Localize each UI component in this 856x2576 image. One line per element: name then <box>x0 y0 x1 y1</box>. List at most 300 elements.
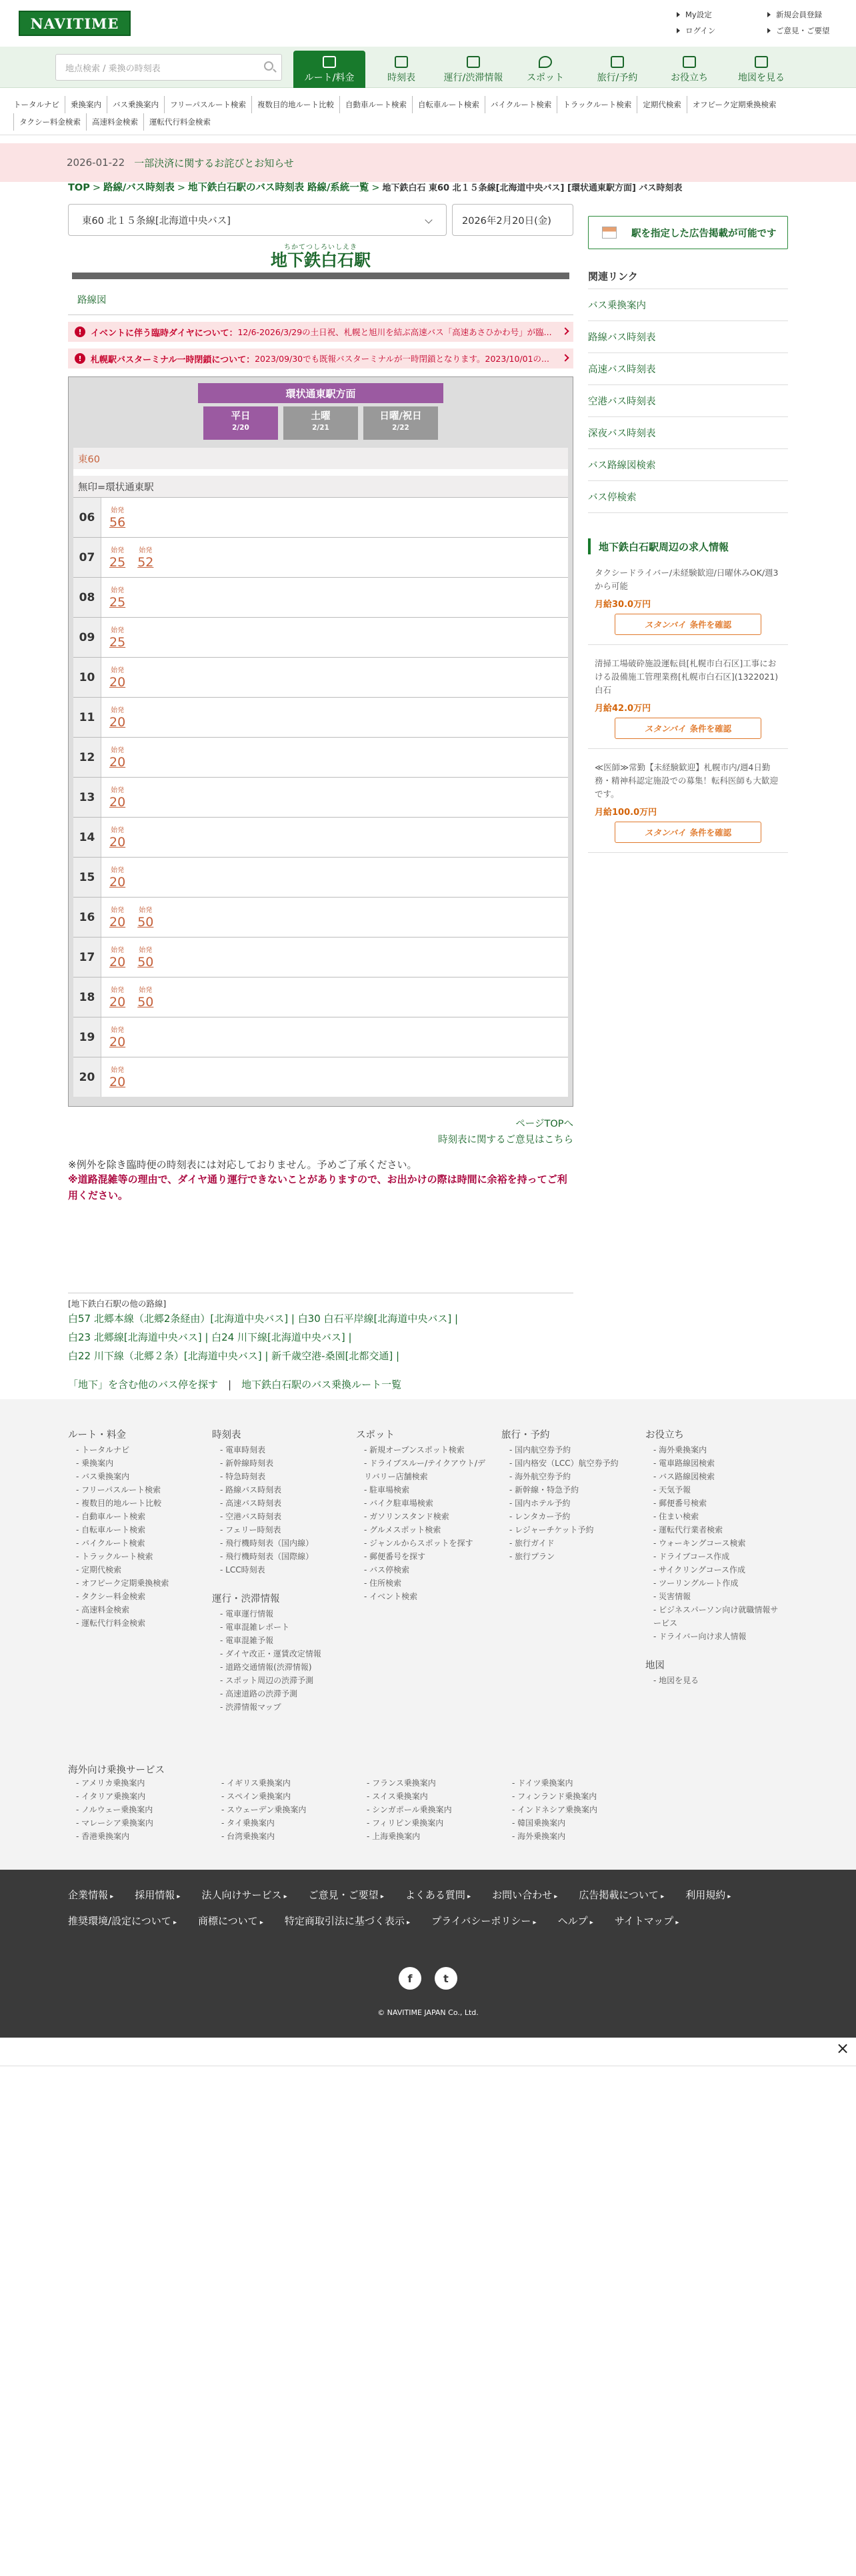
footer-nav <box>68 1883 801 1935</box>
footer-nav-link[interactable]: 商標について ▸ <box>198 1909 263 1935</box>
sublink[interactable]: 高速料金検索 <box>86 113 143 131</box>
alert-title: イベントに伴う臨時ダイヤについて： <box>91 328 238 338</box>
minute-value: 50 <box>137 995 154 1009</box>
footer-link[interactable]: - ガソリンスタンド検索 <box>356 1510 489 1523</box>
job-button-label: 条件を確認 <box>689 828 732 838</box>
related-link[interactable]: バス路線図検索 <box>588 449 788 481</box>
footer-link[interactable]: - 高速道路の渋滞予測 <box>212 1687 345 1700</box>
departure-time[interactable] <box>109 907 125 937</box>
footer-link[interactable]: - 駐車場検索 <box>356 1483 489 1497</box>
minutes <box>101 938 153 977</box>
footer-link[interactable]: - ジャンルからスポットを探す <box>356 1537 489 1550</box>
hour-label: 10 <box>73 658 101 697</box>
departure-time[interactable] <box>109 627 125 657</box>
footer-link[interactable]: - 海外航空券予約 <box>501 1470 635 1483</box>
footer-link[interactable]: - 旅行ガイド <box>501 1537 635 1550</box>
footer-link[interactable]: - レジャーチケット予約 <box>501 1523 635 1537</box>
direction-label: 環状通東駅方面 <box>198 383 443 403</box>
origin-label: 始発 <box>111 667 125 674</box>
tab-route[interactable] <box>293 51 365 88</box>
search-other-stops-link[interactable]: 「地下」を含む他のバス停を探す <box>68 1379 219 1391</box>
footer-link[interactable]: - イベント検索 <box>356 1590 489 1603</box>
day-date: 2/20 <box>232 424 249 432</box>
minute-value: 20 <box>109 915 126 930</box>
sub-links <box>0 88 856 135</box>
footer-column-title[interactable]: ルート・料金 <box>68 1430 126 1441</box>
overseas-section <box>68 1762 795 1843</box>
overseas-link[interactable]: - イタリア乗換案内 <box>76 1790 221 1803</box>
header <box>0 0 856 47</box>
footer-links <box>0 1399 856 1870</box>
tab-map[interactable] <box>725 51 797 88</box>
minute-value: 20 <box>109 955 126 969</box>
breadcrumb-sep: > <box>177 183 185 193</box>
station-heading <box>68 241 573 270</box>
footer-nav-link[interactable]: 広告掲載について ▸ <box>579 1883 664 1909</box>
footer-link[interactable]: - スポット周辺の渋滞予測 <box>212 1674 345 1687</box>
day-date: 2/21 <box>312 424 329 432</box>
footer-link[interactable]: - 地図を見る <box>645 1674 779 1687</box>
origin-label: 始発 <box>139 547 153 554</box>
footer-nav-link[interactable]: プライバシーポリシー ▸ <box>431 1909 536 1935</box>
register-link[interactable]: 新規会員登録 <box>767 9 843 20</box>
footer-column-title[interactable]: 時刻表 <box>212 1430 241 1441</box>
minute-value: 20 <box>109 755 126 770</box>
tab-traffic[interactable] <box>437 51 509 88</box>
footer-nav-link[interactable]: ヘルプ ▸ <box>558 1909 593 1935</box>
overseas-link[interactable]: - フィンランド乗換案内 <box>512 1790 657 1803</box>
minute-value: 20 <box>109 675 126 690</box>
footer-link[interactable]: - 飛行機時刻表（国内線） <box>212 1537 345 1550</box>
date-select[interactable]: 2026年2月20日(金) <box>452 204 573 236</box>
map-person-icon <box>755 56 768 68</box>
footer-link[interactable]: - タクシー料金検索 <box>68 1590 201 1603</box>
house-icon <box>683 56 696 68</box>
footer-link[interactable]: - レンタカー予約 <box>501 1510 635 1523</box>
sublink[interactable]: トラックルート検索 <box>557 96 637 113</box>
other-routes-list <box>68 1309 573 1365</box>
facebook-icon[interactable]: f <box>399 1967 421 1990</box>
other-routes-line[interactable]: 白23 北郷線[北海道中央バス] | 白24 川下線[北海道中央バス] | <box>68 1331 352 1343</box>
footer-link[interactable]: - 郵便番号を探す <box>356 1550 489 1563</box>
footer-link[interactable]: - 国内航空券予約 <box>501 1443 635 1457</box>
hour-label: 17 <box>73 938 101 977</box>
overseas-link[interactable]: - 台湾乗換案内 <box>221 1830 367 1843</box>
departure-time[interactable] <box>137 947 153 977</box>
footer-link[interactable]: - 渋滞情報マップ <box>212 1700 345 1714</box>
minute-value: 20 <box>109 1035 126 1049</box>
overseas-link[interactable]: - スペイン乗換案内 <box>221 1790 367 1803</box>
overseas-link[interactable]: - 香港乗換案内 <box>76 1830 221 1843</box>
footer-link[interactable]: - 電車路線図検索 <box>645 1457 779 1470</box>
footer-link[interactable]: - ドライブスルー/テイクアウト/デリバリー店舗検索 <box>356 1457 489 1483</box>
timetable-footer <box>73 1097 568 1106</box>
sublink[interactable]: 乗換案内 <box>65 96 107 113</box>
footer-link[interactable]: - 電車混雑予報 <box>212 1634 345 1647</box>
other-routes-heading: [地下鉄白石駅の他の路線] <box>68 1293 573 1309</box>
related-list <box>588 289 788 513</box>
overseas-link[interactable]: - ノルウェー乗換案内 <box>76 1803 221 1816</box>
sublink[interactable]: バス乗換案内 <box>107 96 164 113</box>
day-label: 日曜/祝日 <box>379 411 422 422</box>
overseas-link[interactable]: - マレーシア乗換案内 <box>76 1816 221 1830</box>
footer-column <box>68 1429 201 1630</box>
legend-route: 東60 <box>73 448 568 469</box>
departure-time[interactable] <box>109 947 125 977</box>
footer-nav-link[interactable]: 採用情報 ▸ <box>135 1883 180 1909</box>
feedback-link[interactable]: ご意見・ご要望 <box>767 25 843 36</box>
my-settings-link[interactable]: My設定 <box>677 9 767 20</box>
search-placeholder: 地点検索 / 乗換の時刻表 <box>65 63 161 74</box>
footer-link[interactable]: - ツーリングルート作成 <box>645 1577 779 1590</box>
tab-timetable[interactable] <box>365 51 437 88</box>
departure-time[interactable] <box>109 507 125 537</box>
minute-value: 50 <box>137 955 154 969</box>
footer-nav-link[interactable]: 推奨環境/設定について ▸ <box>68 1909 177 1935</box>
hour-rows <box>73 497 568 1097</box>
other-routes-line[interactable]: 白22 川下線（北郷２条）[北海道中央バス] | 新千歳空港-桑園[北都交通] | <box>68 1350 400 1362</box>
departure-time[interactable] <box>109 747 125 777</box>
overseas-link[interactable]: - スイス乗換案内 <box>367 1790 512 1803</box>
day-label: 平日 <box>231 411 251 422</box>
footer-link[interactable]: - 電車時刻表 <box>212 1443 345 1457</box>
overseas-link[interactable]: - ドイツ乗換案内 <box>512 1776 657 1790</box>
hour-label: 16 <box>73 898 101 937</box>
minute-value: 20 <box>109 715 126 730</box>
job-button[interactable] <box>615 822 761 843</box>
minute-value: 52 <box>137 555 154 570</box>
footer-link[interactable]: - 国内格安（LCC）航空券予約 <box>501 1457 635 1470</box>
footer-nav-link[interactable]: サイトマップ ▸ <box>615 1909 679 1935</box>
footer-link[interactable]: - 自動車ルート検索 <box>68 1510 201 1523</box>
hour-label: 11 <box>73 698 101 737</box>
footer-link[interactable]: - 国内ホテル予約 <box>501 1497 635 1510</box>
footer-link[interactable]: - フリーパスルート検索 <box>68 1483 201 1497</box>
hour-row <box>73 1057 568 1097</box>
tab-label: スポット <box>527 73 564 83</box>
footer-link[interactable]: - 運転代行業者検索 <box>645 1523 779 1537</box>
footer-column-title[interactable]: スポット <box>356 1430 395 1441</box>
hour-row <box>73 537 568 577</box>
notice-bar[interactable] <box>0 143 856 182</box>
related-link[interactable]: 路線バス時刻表 <box>588 321 788 353</box>
footer-link[interactable]: - ドライバー向け求人情報 <box>645 1630 779 1643</box>
overseas-link[interactable]: - インドネシア乗換案内 <box>512 1803 657 1816</box>
job-button-label: 条件を確認 <box>689 620 732 630</box>
selector-row <box>68 204 573 236</box>
footer-link[interactable]: - 新規オープンスポット検索 <box>356 1443 489 1457</box>
overseas-link[interactable]: - イギリス乗換案内 <box>221 1776 367 1790</box>
overseas-grid <box>68 1776 795 1843</box>
notice-date: 2026-01-22 <box>67 157 125 169</box>
route-select[interactable]: 東60 北１５条線[北海道中央バス] <box>68 204 447 236</box>
sublink[interactable]: バイクルート検索 <box>485 96 557 113</box>
ad-icon <box>602 227 617 239</box>
footer-link[interactable]: - 電車混雑レポート <box>212 1620 345 1634</box>
minute-value: 56 <box>109 515 126 530</box>
footer-link[interactable]: - トータルナビ <box>68 1443 201 1457</box>
footer-link[interactable]: - バイクルート検索 <box>68 1537 201 1550</box>
jobs-heading: 地下鉄白石駅周辺の求人情報 <box>588 538 788 554</box>
main-content <box>68 204 573 1203</box>
login-link[interactable]: ログイン <box>677 25 767 36</box>
footer-link[interactable]: - 新幹線時刻表 <box>212 1457 345 1470</box>
related-link[interactable]: 深夜バス時刻表 <box>588 417 788 449</box>
minutes <box>101 578 125 617</box>
footer-link[interactable]: - 海外乗換案内 <box>645 1443 779 1457</box>
departure-time[interactable] <box>109 1067 125 1097</box>
overseas-link[interactable]: - シンガポール乗換案内 <box>367 1803 512 1816</box>
footer-column-title[interactable]: 運行・渋滞情報 <box>212 1594 280 1605</box>
origin-label: 始発 <box>111 587 125 594</box>
footer-link[interactable]: - ビジネスパーソン向け就職情報サービス <box>645 1603 779 1630</box>
origin-label: 始発 <box>111 787 125 794</box>
related-link[interactable]: バス停検索 <box>588 481 788 513</box>
hour-label: 13 <box>73 778 101 817</box>
minutes <box>101 658 125 697</box>
transfer-routes-link[interactable]: 地下鉄白石駅のバス乗換ルート一覧 <box>241 1379 402 1391</box>
footer-link[interactable]: - 運転代行料金検索 <box>68 1616 201 1630</box>
hour-label: 19 <box>73 1017 101 1057</box>
footer-link[interactable]: - 特急時刻表 <box>212 1470 345 1483</box>
minute-value: 50 <box>137 915 154 930</box>
search-input[interactable] <box>55 54 282 81</box>
footer-link[interactable]: - オフピーク定期乗換検索 <box>68 1577 201 1590</box>
train-car-icon <box>467 56 480 68</box>
minute-value: 20 <box>109 835 126 850</box>
overseas-link[interactable]: - 上海乗換案内 <box>367 1830 512 1843</box>
minutes <box>101 858 125 897</box>
hour-row <box>73 777 568 817</box>
footer-link[interactable]: - 住まい検索 <box>645 1510 779 1523</box>
copyright: © NAVITIME JAPAN Co., Ltd. <box>377 2008 479 2017</box>
minutes <box>101 538 153 577</box>
tab-label: ルート/料金 <box>304 73 355 83</box>
sublink[interactable]: タクシー料金検索 <box>13 113 86 131</box>
navitime-logo[interactable]: NAVITIME <box>19 11 131 36</box>
footer-nav-link[interactable]: 企業情報 ▸ <box>68 1883 113 1909</box>
hour-row <box>73 737 568 777</box>
related-link[interactable]: 空港バス時刻表 <box>588 385 788 417</box>
departure-time[interactable] <box>109 787 125 817</box>
job-button[interactable] <box>615 614 761 635</box>
departure-time[interactable] <box>109 547 125 577</box>
search-icon[interactable] <box>264 61 273 71</box>
footer-link[interactable]: - 路線バス時刻表 <box>212 1483 345 1497</box>
footer-link[interactable]: - バス停検索 <box>356 1563 489 1577</box>
footer-nav-link[interactable]: 法人向けサービス ▸ <box>201 1883 287 1909</box>
footer-link[interactable]: - ウォーキングコース検索 <box>645 1537 779 1550</box>
minutes <box>101 1017 125 1057</box>
alert-event[interactable] <box>68 322 573 342</box>
notice-text[interactable]: 一部決済に関するお詫びとお知らせ <box>134 157 294 169</box>
route-map-link[interactable]: 路線図 <box>77 295 107 306</box>
hour-label: 09 <box>73 618 101 657</box>
departure-time[interactable] <box>109 667 125 697</box>
overseas-link[interactable]: - アメリカ乗換案内 <box>76 1776 221 1790</box>
footer-link[interactable]: - 複数目的地ルート比較 <box>68 1497 201 1510</box>
job-brand: スタンバイ <box>644 724 686 734</box>
footer-nav-link[interactable]: お問い合わせ ▸ <box>492 1883 557 1909</box>
footer-link[interactable]: - バス路線図検索 <box>645 1470 779 1483</box>
other-routes-line[interactable]: 白57 北郷本線（北郷2条経由）[北海道中央バス] | 白30 白石平岸線[北海道中央バス] | <box>68 1313 459 1325</box>
hour-row <box>73 937 568 977</box>
footer-link[interactable]: - 天気予報 <box>645 1483 779 1497</box>
overseas-link[interactable]: - フランス乗換案内 <box>367 1776 512 1790</box>
departure-time[interactable] <box>109 827 125 857</box>
hour-row <box>73 857 568 897</box>
breadcrumb-sep: > <box>371 183 380 193</box>
footer-column <box>501 1429 635 1563</box>
station-kana: ちかてつしろいしえき <box>284 244 357 251</box>
footer-column-title[interactable]: お役立ち <box>645 1430 684 1441</box>
departure-time[interactable] <box>109 707 125 737</box>
footer-column-title[interactable]: 地図 <box>645 1660 665 1671</box>
job-item[interactable] <box>588 554 788 645</box>
departure-time[interactable] <box>137 907 153 937</box>
origin-label: 始発 <box>111 947 125 954</box>
breadcrumb <box>68 180 682 194</box>
minutes <box>101 618 125 657</box>
hour-row <box>73 1017 568 1057</box>
overseas-link[interactable]: - スウェーデン乗換案内 <box>221 1803 367 1816</box>
sns-links <box>399 1967 457 1990</box>
footer-nav-link[interactable]: 利用規約 ▸ <box>685 1883 731 1909</box>
job-pay: 月給42.0万円 <box>595 704 651 714</box>
twitter-icon[interactable]: t <box>435 1967 457 1990</box>
footer-link[interactable]: - 自転車ルート検索 <box>68 1523 201 1537</box>
footer-nav-link[interactable]: ご意見・ご要望 ▸ <box>309 1883 384 1909</box>
footer-link[interactable]: - 旅行プラン <box>501 1550 635 1563</box>
footer-link[interactable]: - 新幹線・特急予約 <box>501 1483 635 1497</box>
footer-link[interactable]: - バイク駐車場検索 <box>356 1497 489 1510</box>
sublink[interactable]: オフピーク定期乗換検索 <box>687 96 782 113</box>
breadcrumb-station[interactable]: 地下鉄白石駅のバス時刻表 路線/系統一覧 <box>187 183 369 193</box>
related-heading: 関連リンク <box>588 269 788 289</box>
footer-nav-link[interactable]: 特定商取引法に基づく表示 ▸ <box>285 1909 410 1935</box>
minutes <box>101 498 125 537</box>
footer-link[interactable]: - バス乗換案内 <box>68 1470 201 1483</box>
footer-column-title[interactable]: 旅行・予約 <box>501 1430 550 1441</box>
departure-time[interactable] <box>109 987 125 1017</box>
sublink[interactable]: 運転代行料金検索 <box>143 113 216 131</box>
overseas-link[interactable]: - 海外乗換案内 <box>512 1830 657 1843</box>
footer-link[interactable]: - 空港バス時刻表 <box>212 1510 345 1523</box>
tab-holiday[interactable] <box>363 406 438 440</box>
links-separator: | <box>228 1379 232 1391</box>
hour-label: 12 <box>73 738 101 777</box>
tab-label: 旅行/予約 <box>597 73 638 83</box>
footer-link[interactable]: - 郵便番号検索 <box>645 1497 779 1510</box>
minute-value: 25 <box>109 555 126 570</box>
overseas-link[interactable]: - タイ乗換案内 <box>221 1816 367 1830</box>
origin-label: 始発 <box>111 507 125 514</box>
sublink[interactable]: フリーパスルート検索 <box>164 96 251 113</box>
related-link[interactable]: バス乗換案内 <box>588 289 788 321</box>
footer-link[interactable]: - 災害情報 <box>645 1590 779 1603</box>
sublink[interactable]: 自転車ルート検索 <box>412 96 485 113</box>
tab-travel[interactable] <box>581 51 653 88</box>
sublink[interactable]: 自動車ルート検索 <box>339 96 412 113</box>
footer-link[interactable]: - 乗換案内 <box>68 1457 201 1470</box>
note-delay: ※道路混雑等の理由で、ダイヤ通り運行できないことがありますので、お出かけの際は時間に余裕を持ってご利用ください。 <box>68 1173 567 1201</box>
footer-link[interactable]: - グルメスポット検索 <box>356 1523 489 1537</box>
minutes <box>101 818 125 857</box>
footer-link[interactable]: - 高速バス時刻表 <box>212 1497 345 1510</box>
tab-label: 時刻表 <box>387 73 415 83</box>
main-nav <box>0 47 856 88</box>
overseas-link[interactable]: - 韓国乗換案内 <box>512 1816 657 1830</box>
hour-label: 20 <box>73 1057 101 1097</box>
footer-link[interactable]: - 飛行機時刻表（国際線） <box>212 1550 345 1563</box>
ad-button[interactable] <box>588 216 788 249</box>
footer-link[interactable]: - 電車運行情報 <box>212 1607 345 1620</box>
chevron-right-icon <box>561 327 569 334</box>
close-icon[interactable]: × <box>836 2039 850 2058</box>
job-item[interactable] <box>588 645 788 749</box>
minutes <box>101 698 125 737</box>
overseas-title[interactable]: 海外向け乗換サービス <box>68 1765 165 1776</box>
tab-saturday[interactable] <box>283 406 358 440</box>
opinion-link[interactable]: 時刻表に関するご意見はこちら <box>438 1135 573 1145</box>
footer-nav-link[interactable]: よくある質問 ▸ <box>405 1883 471 1909</box>
job-item[interactable] <box>588 749 788 853</box>
breadcrumb-top[interactable]: TOP <box>68 183 90 193</box>
hour-row <box>73 697 568 737</box>
footer-link[interactable]: - トラックルート検索 <box>68 1550 201 1563</box>
origin-label: 始発 <box>111 1067 125 1074</box>
footer-link[interactable]: - LCC時刻表 <box>212 1563 345 1577</box>
related-link[interactable]: 高速バス時刻表 <box>588 353 788 385</box>
departure-time[interactable] <box>109 587 125 617</box>
minutes <box>101 738 125 777</box>
footer-link[interactable]: - 高速料金検索 <box>68 1603 201 1616</box>
timetable-body <box>73 448 568 1097</box>
departure-time[interactable] <box>137 547 153 577</box>
alert-terminal[interactable] <box>68 348 573 368</box>
tab-spot[interactable] <box>509 51 581 88</box>
footer-link[interactable]: - サイクリングコース作成 <box>645 1563 779 1577</box>
footer-link[interactable]: - ダイヤ改正・運賃改定情報 <box>212 1647 345 1660</box>
tab-useful[interactable] <box>653 51 725 88</box>
departure-time[interactable] <box>109 1027 125 1057</box>
footer-link[interactable]: - フェリー時刻表 <box>212 1523 345 1537</box>
alert-title: 札幌駅バスターミナル一時閉鎖について： <box>91 354 255 365</box>
origin-label: 始発 <box>111 547 125 554</box>
sidebar <box>588 216 788 853</box>
tab-weekday[interactable] <box>203 406 278 440</box>
departure-time[interactable] <box>109 867 125 897</box>
breadcrumb-current: 地下鉄白石 東60 北１５条線[北海道中央バス] [環状通東駅方面] バス時刻表 <box>382 183 683 193</box>
footer-link[interactable]: - 定期代検索 <box>68 1563 201 1577</box>
footer-link[interactable]: - 住所検索 <box>356 1577 489 1590</box>
chevron-right-icon <box>561 354 569 361</box>
job-brand: スタンバイ <box>644 620 686 630</box>
pagetop-link[interactable]: ページTOPへ <box>515 1119 573 1129</box>
breadcrumb-bus-timetable[interactable]: 路線/バス時刻表 <box>103 183 175 193</box>
overseas-link[interactable]: - フィリピン乗換案内 <box>367 1816 512 1830</box>
sublink[interactable]: 定期代検索 <box>637 96 687 113</box>
sublink[interactable]: トータルナビ <box>13 100 59 109</box>
job-button[interactable] <box>615 718 761 739</box>
departure-time[interactable] <box>137 987 153 1017</box>
hour-row <box>73 577 568 617</box>
footer-link[interactable]: - ドライブコース作成 <box>645 1550 779 1563</box>
footer-link[interactable]: - 道路交通情報(渋滞情報) <box>212 1660 345 1674</box>
suitcase-icon <box>611 56 624 68</box>
sublink[interactable]: 複数目的地ルート比較 <box>251 96 339 113</box>
origin-label: 始発 <box>111 1027 125 1034</box>
